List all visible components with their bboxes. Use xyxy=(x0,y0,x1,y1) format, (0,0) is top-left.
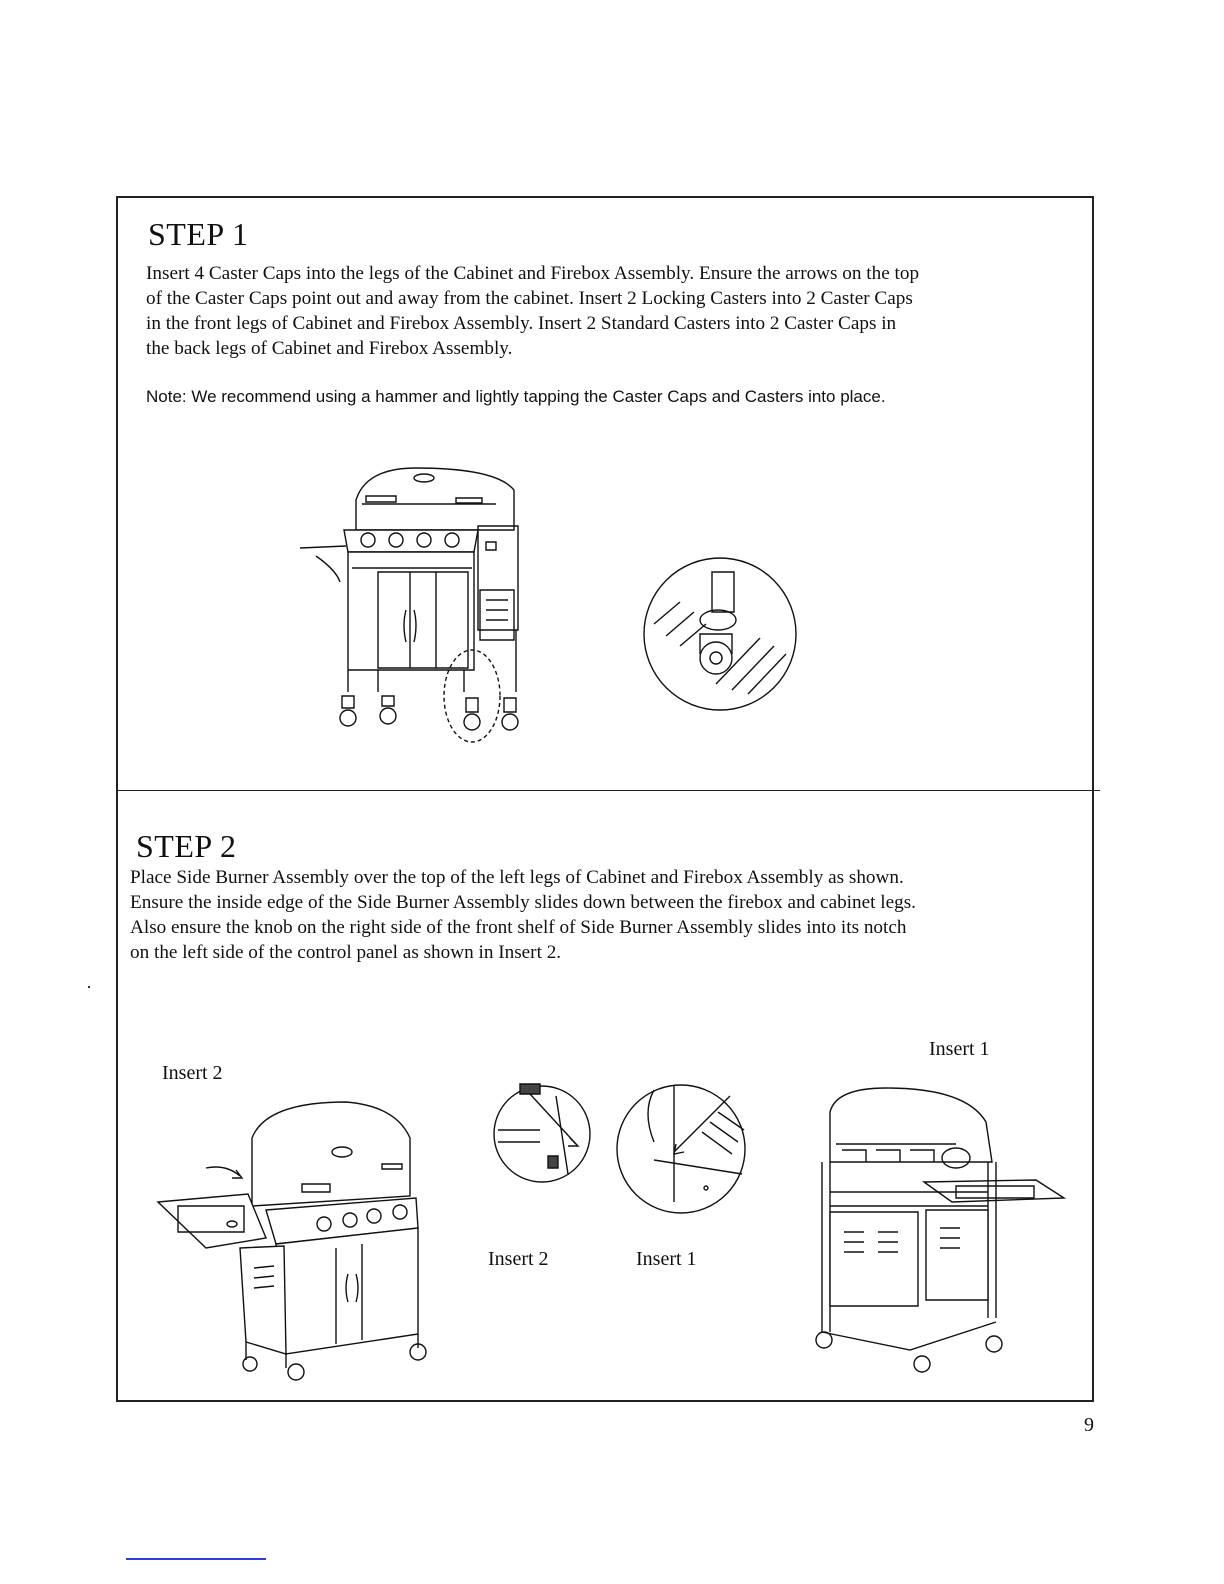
step-divider xyxy=(116,790,1100,791)
caster-detail-illustration xyxy=(640,554,800,714)
grill-side-burner-illustration xyxy=(156,1098,446,1388)
footer-link-underline xyxy=(126,1558,266,1560)
grill-front-illustration xyxy=(296,460,536,750)
step1-line: the back legs of Cabinet and Firebox Assembly. xyxy=(146,338,513,359)
page-number: 9 xyxy=(1084,1414,1094,1436)
step1-note: Note: We recommend using a hammer and lightly tapping the Caster Caps and Casters into place. xyxy=(146,387,886,406)
insert2-detail-illustration xyxy=(490,1082,594,1186)
caption-insert1-center: Insert 1 xyxy=(636,1248,697,1270)
stray-mark xyxy=(88,986,90,988)
step2-line: Place Side Burner Assembly over the top of the left legs of Cabinet and Firebox Assembly as shown. xyxy=(130,867,904,888)
step2-line: on the left side of the control panel as shown in Insert 2. xyxy=(130,942,562,963)
step2-instructions xyxy=(130,865,916,965)
step2-line: Also ensure the knob on the right side of the front shelf of Side Burner Assembly slides into its notch xyxy=(130,917,907,938)
step1-line: in the front legs of Cabinet and Firebox Assembly. Insert 2 Standard Casters into 2 Caster Caps in xyxy=(146,313,897,334)
caption-insert1-right: Insert 1 xyxy=(929,1038,990,1060)
insert1-detail-illustration xyxy=(614,1082,748,1216)
step1-line: of the Caster Caps point out and away from the cabinet. Insert 2 Locking Casters into 2 Caster Caps xyxy=(146,288,913,309)
step1-title: STEP 1 xyxy=(148,216,249,252)
grill-rear-illustration xyxy=(806,1082,1068,1382)
step2-line: Ensure the inside edge of the Side Burner Assembly slides down between the firebox and cabinet legs. xyxy=(130,892,916,913)
caption-insert2-center: Insert 2 xyxy=(488,1248,549,1270)
step1-instructions xyxy=(146,261,919,361)
caption-insert2-left: Insert 2 xyxy=(162,1062,223,1084)
step2-title: STEP 2 xyxy=(136,828,237,864)
step1-line: Insert 4 Caster Caps into the legs of the Cabinet and Firebox Assembly. Ensure the arrows on the top xyxy=(146,263,920,284)
